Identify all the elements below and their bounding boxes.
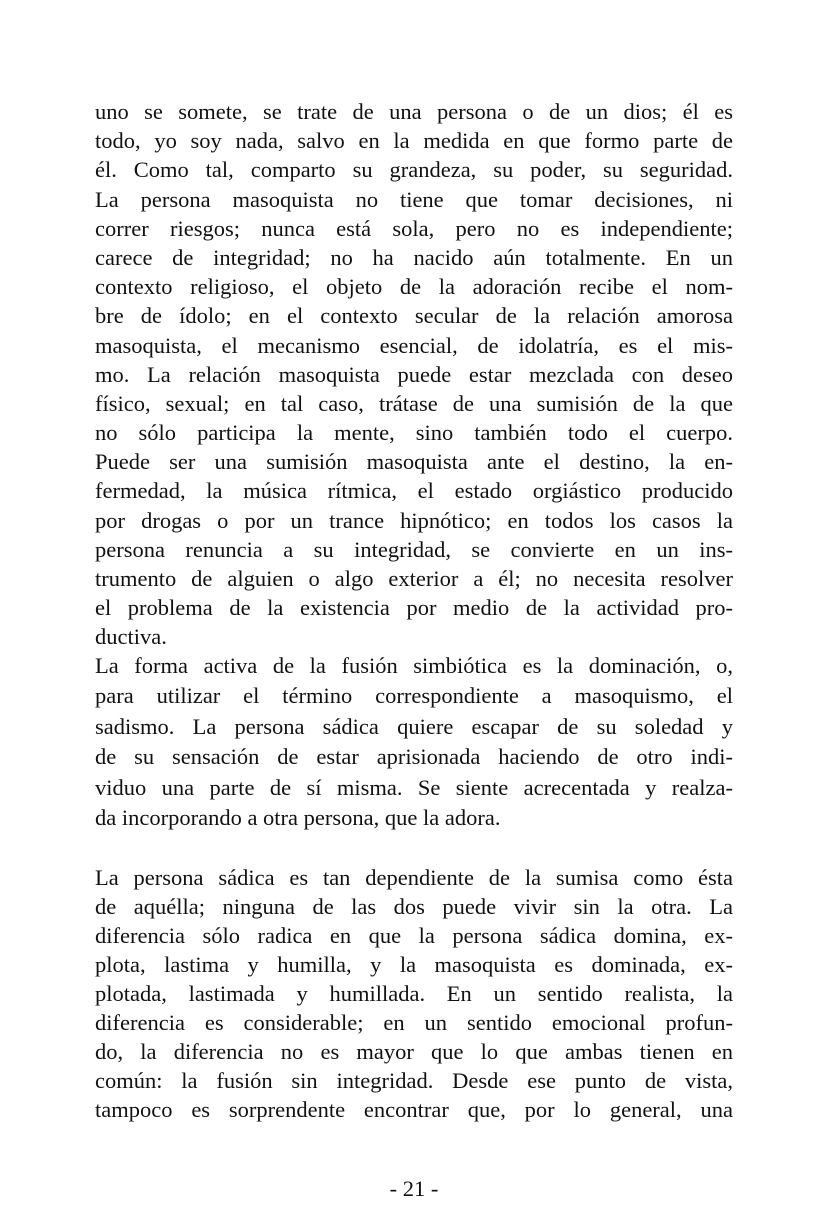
text-line: persona renuncia a su integridad, se convierte en un ins- (95, 536, 733, 562)
text-line: todo, yo soy nada, salvo en la medida en que formo parte de (95, 128, 733, 154)
text-line: de aquélla; ninguna de las dos puede vivir sin la otra. La (95, 894, 733, 919)
text-line: viduo una parte de sí misma. Se siente acrecentada y realza- (95, 774, 733, 800)
text-line: diferencia sólo radica en que la persona sádica domina, ex- (95, 923, 733, 948)
text-line: plotada, lastimada y humillada. En un sentido realista, la (95, 981, 733, 1006)
text-line: él. Como tal, comparto su grandeza, su poder, su seguridad. (95, 157, 733, 183)
text-line: de su sensación de estar aprisionada haciendo de otro indi- (95, 744, 733, 770)
text-line: uno se somete, se trate de una persona o de un dios; él es (95, 99, 733, 124)
text-line: ductiva. (95, 624, 167, 650)
text-line: para utilizar el término correspondiente a masoquismo, el (95, 683, 733, 709)
text-line: La persona masoquista no tiene que tomar decisiones, ni (95, 186, 733, 212)
page-number: - 21 - (389, 1176, 439, 1201)
text-line: común: la fusión sin integridad. Desde ese punto de vista, (95, 1068, 733, 1093)
text-line: do, la diferencia no es mayor que lo que ambas tienen en (95, 1039, 733, 1064)
paragraph (95, 651, 733, 833)
text-line: no sólo participa la mente, sino también todo el cuerpo. (95, 420, 733, 446)
text-line: por drogas o por un trance hipnótico; en todos los casos la (95, 507, 733, 533)
text-line: bre de ídolo; en el contexto secular de la relación amorosa (95, 303, 733, 329)
text-line: carece de integridad; no ha nacido aún totalmente. En un (95, 244, 733, 270)
text-line: La persona sádica es tan dependiente de la sumisa como ésta (95, 865, 733, 890)
text-line: da incorporando a otra persona, que la adora. (95, 804, 501, 830)
text-line: sadismo. La persona sádica quiere escapar de su soledad y (95, 713, 733, 739)
text-line: físico, sexual; en tal caso, trátase de una sumisión de la que (95, 390, 733, 416)
paragraph (95, 863, 733, 1124)
text-line: correr riesgos; nunca está sola, pero no es independiente; (95, 215, 733, 241)
text-line: contexto religioso, el objeto de la adoración recibe el nom- (95, 274, 733, 300)
text-line: trumento de alguien o algo exterior a él; no necesita resolver (95, 566, 733, 591)
text-line: tampoco es sorprendente encontrar que, por lo general, una (95, 1097, 733, 1122)
text-line: el problema de la existencia por medio de la actividad pro- (95, 595, 733, 621)
text-line: fermedad, la música rítmica, el estado orgiástico producido (95, 478, 733, 504)
text-line: masoquista, el mecanismo esencial, de idolatría, es el mis- (95, 332, 733, 358)
text-line: plota, lastima y humilla, y la masoquista es dominada, ex- (95, 952, 733, 977)
text-line: mo. La relación masoquista puede estar mezclada con deseo (95, 361, 733, 387)
paragraph (95, 97, 733, 652)
text-line: La forma activa de la fusión simbiótica es la dominación, o, (95, 653, 733, 678)
text-line: Puede ser una sumisión masoquista ante el destino, la en- (95, 449, 733, 475)
text-line: diferencia es considerable; en un sentido emocional profun- (95, 1010, 733, 1035)
